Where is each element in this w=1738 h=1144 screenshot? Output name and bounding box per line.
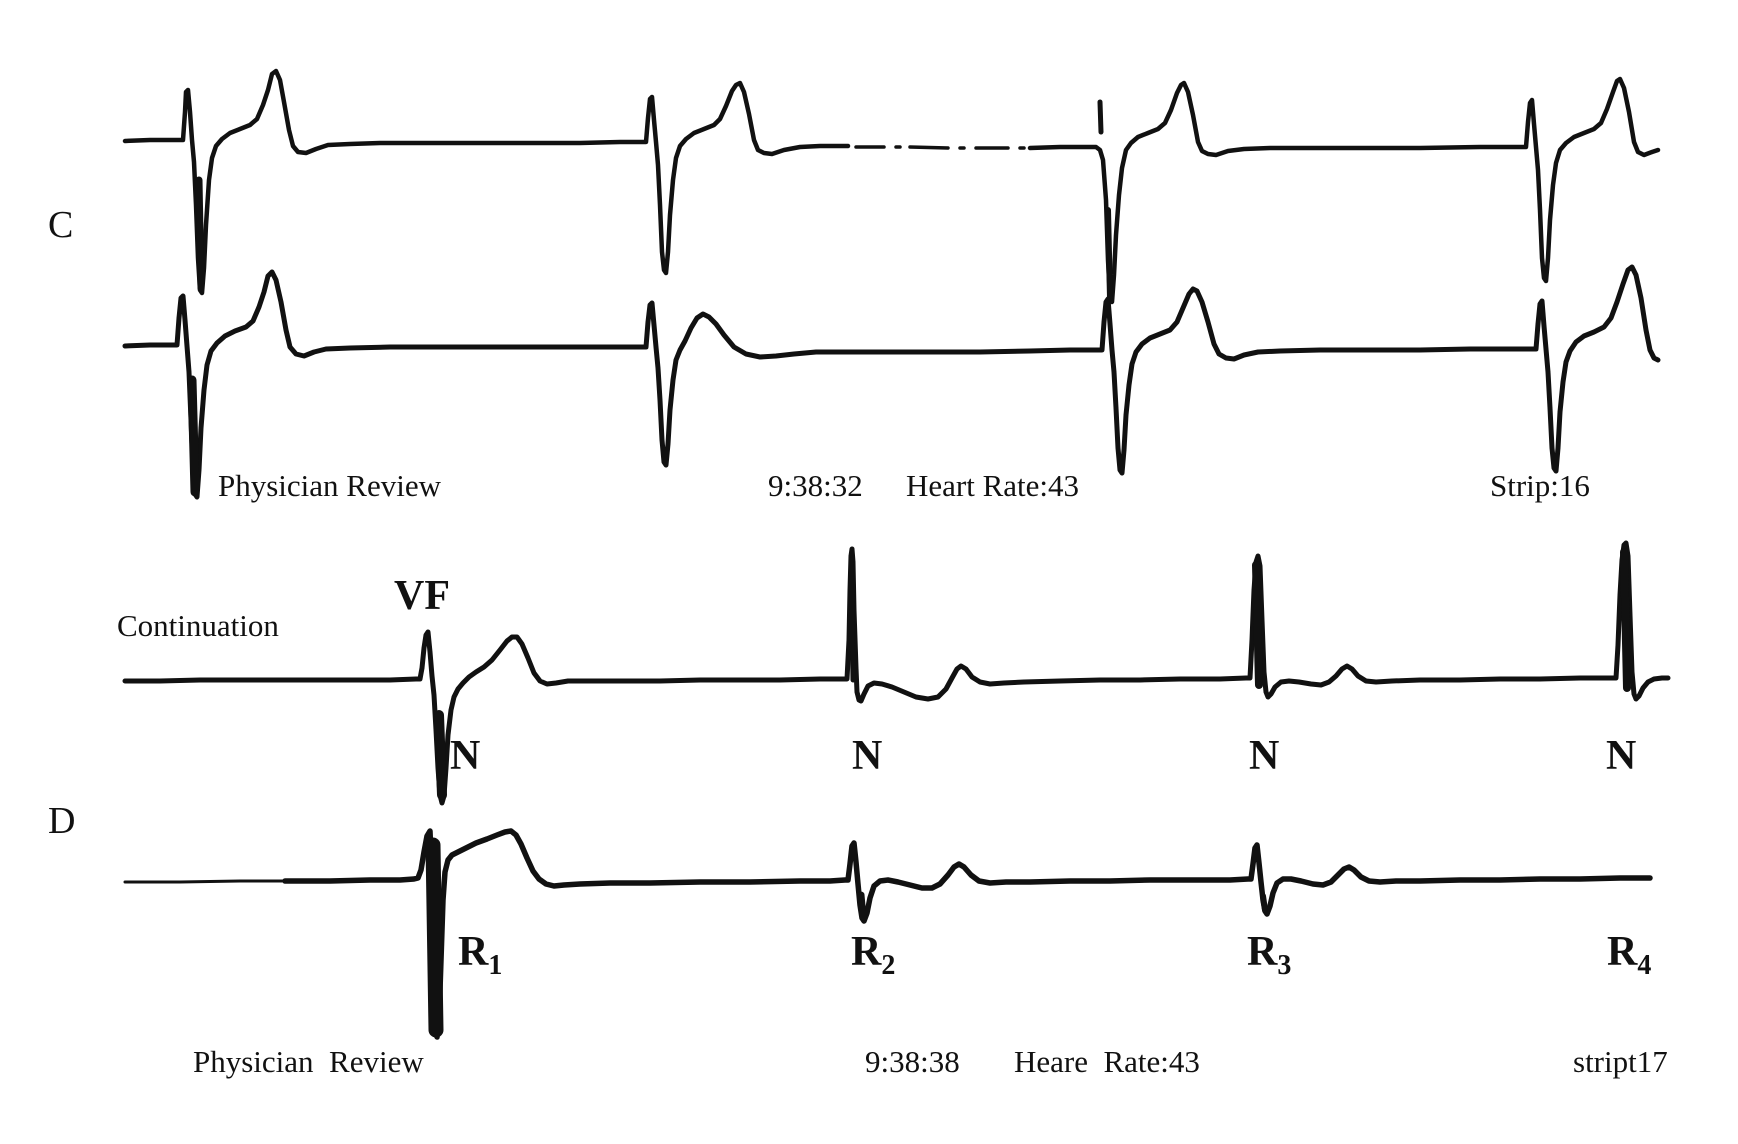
ecg-trace-D2 bbox=[125, 881, 285, 882]
ecg-trace-D1 bbox=[1256, 565, 1259, 685]
panel-c-time: 9:38:32 bbox=[768, 468, 863, 503]
ecg-trace-D2 bbox=[861, 895, 863, 917]
panel-c-review-text: Physician Review bbox=[218, 468, 441, 503]
r1-sub: 1 bbox=[488, 950, 503, 981]
panel-c-heart-rate: Heart Rate:43 bbox=[906, 468, 1080, 503]
ecg-trace-D2 bbox=[1263, 896, 1265, 910]
panel-d-time: 9:38:38 bbox=[865, 1044, 960, 1079]
r1-beat-label bbox=[458, 930, 502, 980]
continuation-label: Continuation bbox=[117, 608, 279, 643]
r3-beat-label bbox=[1247, 930, 1291, 980]
ecg-trace-C1 bbox=[125, 71, 848, 293]
ecg-trace-C1 bbox=[910, 147, 948, 148]
ecg-trace-D2 bbox=[433, 845, 436, 1030]
panel-c-label: C bbox=[48, 204, 74, 246]
n4-beat-label: N bbox=[1606, 733, 1637, 779]
r2-beat-label bbox=[851, 930, 895, 980]
n2-beat-label: N bbox=[852, 733, 883, 779]
n3-beat-label: N bbox=[1249, 733, 1280, 779]
vf-event-label: VF bbox=[394, 573, 450, 619]
panel-c-strip-number: Strip:16 bbox=[1490, 468, 1590, 503]
r3-sub: 3 bbox=[1277, 950, 1292, 981]
ecg-trace-C1 bbox=[199, 180, 201, 288]
r4-sub: 4 bbox=[1637, 950, 1652, 981]
ecg-trace-D1 bbox=[125, 543, 1668, 803]
panel-d-heart-rate: Heare Rate:43 bbox=[1014, 1044, 1200, 1079]
panel-d-strip-number: stript17 bbox=[1573, 1044, 1668, 1079]
r2-sub: 2 bbox=[881, 950, 896, 981]
ecg-trace-D1 bbox=[851, 560, 853, 680]
r2-base: R bbox=[851, 929, 882, 975]
ecg-trace-C1 bbox=[1030, 79, 1658, 302]
ecg-trace-C2 bbox=[125, 267, 1658, 497]
ecg-trace-C1 bbox=[1108, 210, 1110, 298]
panel-d-review-text: Physician Review bbox=[193, 1044, 424, 1079]
ecg-trace-D1 bbox=[439, 715, 442, 795]
r3-base: R bbox=[1247, 929, 1278, 975]
r1-base: R bbox=[458, 929, 489, 975]
n1-beat-label: N bbox=[450, 733, 481, 779]
ecg-trace-D1 bbox=[1624, 552, 1627, 688]
ecg-trace-C1 bbox=[1100, 102, 1101, 132]
ecg-trace-C2 bbox=[192, 380, 195, 492]
r4-base: R bbox=[1607, 929, 1638, 975]
panel-d-label: D bbox=[48, 800, 76, 842]
r4-beat-label bbox=[1607, 930, 1651, 980]
